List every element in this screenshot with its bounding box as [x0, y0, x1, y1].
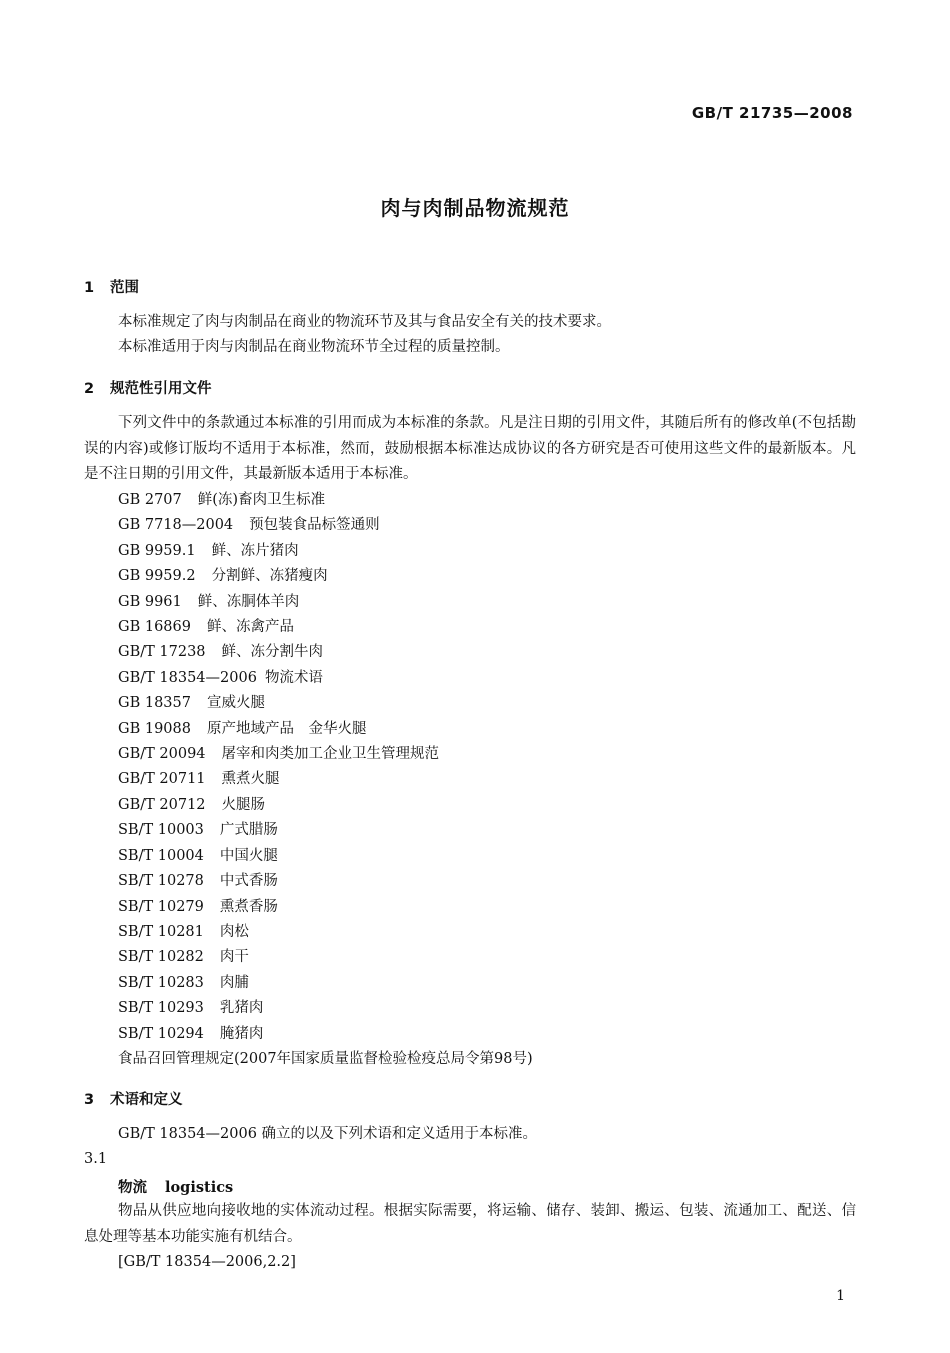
page-number: 1 [836, 1288, 845, 1304]
reference-title: 腌猪肉 [219, 1025, 264, 1042]
reference-code: SB/T 10293 [118, 1000, 204, 1017]
reference-list [118, 488, 533, 1072]
reference-title: 屠宰和肉类加工企业卫生管理规范 [221, 746, 440, 763]
reference-title: 乳猪肉 [219, 1000, 264, 1017]
reference-item [118, 971, 533, 996]
reference-item [118, 691, 533, 716]
reference-code: GB 18357 [118, 695, 191, 712]
reference-title: 肉干 [219, 949, 249, 966]
reference-code: SB/T 10283 [118, 974, 204, 991]
section-number: 2 [84, 381, 95, 397]
reference-item [118, 920, 533, 945]
section-3-intro: GB/T 18354—2006 确立的以及下列术语和定义适用于本标准。 [118, 1126, 538, 1142]
reference-item [118, 513, 533, 538]
reference-code: GB 2707 [118, 492, 182, 508]
reference-item [118, 590, 533, 615]
reference-code: SB/T 10281 [118, 923, 204, 940]
reference-title: 鲜、冻片猪肉 [211, 542, 299, 559]
reference-title: 火腿肠 [221, 796, 266, 813]
section-title: 规范性引用文件 [110, 381, 212, 397]
reference-title: 宣威火腿 [206, 695, 265, 712]
reference-item [118, 1022, 533, 1047]
reference-item [118, 767, 533, 792]
reference-item [118, 793, 533, 818]
term-english: logistics [165, 1179, 234, 1196]
term-number: 3.1 [84, 1151, 108, 1167]
reference-title: 鲜、冻胴体羊肉 [197, 593, 300, 610]
term-definition: 物品从供应地向接收地的实体流动过程。根据实际需要，将运输、储存、装卸、搬运、包装、流通加工、配送、信息处理等基本功能实施有机结合。 [84, 1203, 856, 1245]
section-title: 范围 [110, 280, 139, 296]
reference-item [118, 996, 533, 1021]
section-number: 3 [84, 1092, 95, 1108]
section-title: 术语和定义 [110, 1092, 183, 1108]
reference-item [118, 666, 533, 691]
reference-item [118, 717, 533, 742]
reference-title: 原产地域产品 金华火腿 [206, 720, 367, 737]
reference-code: GB 7718—2004 [118, 517, 234, 534]
reference-code: SB/T 10282 [118, 949, 204, 966]
term-heading [118, 1176, 233, 1197]
document-title: 肉与肉制品物流规范 [380, 196, 570, 220]
section-1-paragraph: 本标准规定了肉与肉制品在商业的物流环节及其与食品安全有关的技术要求。 [118, 314, 611, 330]
reference-title: 分割鲜、冻猪瘦肉 [211, 568, 328, 585]
section-1-paragraph: 本标准适用于肉与肉制品在商业物流环节全过程的质量控制。 [118, 339, 510, 355]
reference-title: 预包装食品标签通则 [249, 517, 380, 534]
reference-code: SB/T 10003 [118, 822, 204, 839]
reference-title: 肉脯 [219, 974, 249, 991]
reference-item [118, 488, 533, 513]
reference-title: 物流术语 [264, 669, 323, 686]
reference-item [118, 742, 533, 767]
reference-item [118, 564, 533, 589]
reference-title: 鲜、冻禽产品 [206, 619, 294, 636]
regulation-reference: 食品召回管理规定(2007年国家质量监督检验检疫总局令第98号) [118, 1050, 533, 1067]
reference-code: GB 9961 [118, 593, 182, 610]
reference-title: 鲜(冻)畜肉卫生标准 [197, 492, 326, 508]
reference-code: GB/T 20094 [118, 746, 206, 763]
reference-code: GB 9959.1 [118, 542, 196, 559]
reference-code: GB/T 20712 [118, 796, 206, 813]
reference-item [118, 539, 533, 564]
reference-code: SB/T 10278 [118, 873, 204, 890]
reference-title: 中国火腿 [219, 847, 278, 864]
section-2-heading [84, 377, 212, 398]
reference-code: GB/T 17238 [118, 644, 206, 661]
reference-code: GB 9959.2 [118, 568, 196, 585]
reference-item [118, 945, 533, 970]
reference-code: GB 16869 [118, 619, 191, 636]
reference-item [118, 844, 533, 869]
reference-code: GB/T 18354—2006 [118, 669, 257, 686]
reference-item [118, 895, 533, 920]
term-chinese: 物流 [118, 1180, 147, 1196]
reference-title: 广式腊肠 [219, 822, 278, 839]
section-2-intro: 下列文件中的条款通过本标准的引用而成为本标准的条款。凡是注日期的引用文件，其随后所有的修改单(不包括勘误的内容)或修订版均不适用于本标准，然而，鼓励根据本标准达成协议的各方研究是否可使用这些文件的最新版本。凡是不注日期的引用文件，其最新版本适用于本标准。 [84, 415, 856, 482]
reference-code: SB/T 10004 [118, 847, 204, 864]
reference-item [118, 818, 533, 843]
reference-code: SB/T 10294 [118, 1025, 204, 1042]
reference-title: 熏煮香肠 [219, 898, 278, 915]
reference-code: GB 19088 [118, 720, 191, 737]
term-source: [GB/T 18354—2006,2.2] [118, 1254, 296, 1270]
reference-code: GB/T 20711 [118, 771, 206, 788]
reference-title: 中式香肠 [219, 873, 278, 890]
reference-item [118, 640, 533, 665]
standard-number: GB/T 21735—2008 [691, 104, 853, 122]
reference-item [118, 869, 533, 894]
section-number: 1 [84, 280, 95, 296]
reference-item [118, 615, 533, 640]
reference-title: 肉松 [219, 923, 249, 940]
reference-title: 鲜、冻分割牛肉 [221, 644, 324, 661]
reference-title: 熏煮火腿 [221, 771, 280, 788]
reference-code: SB/T 10279 [118, 898, 204, 915]
section-1-heading [84, 276, 139, 297]
section-3-heading [84, 1088, 183, 1109]
